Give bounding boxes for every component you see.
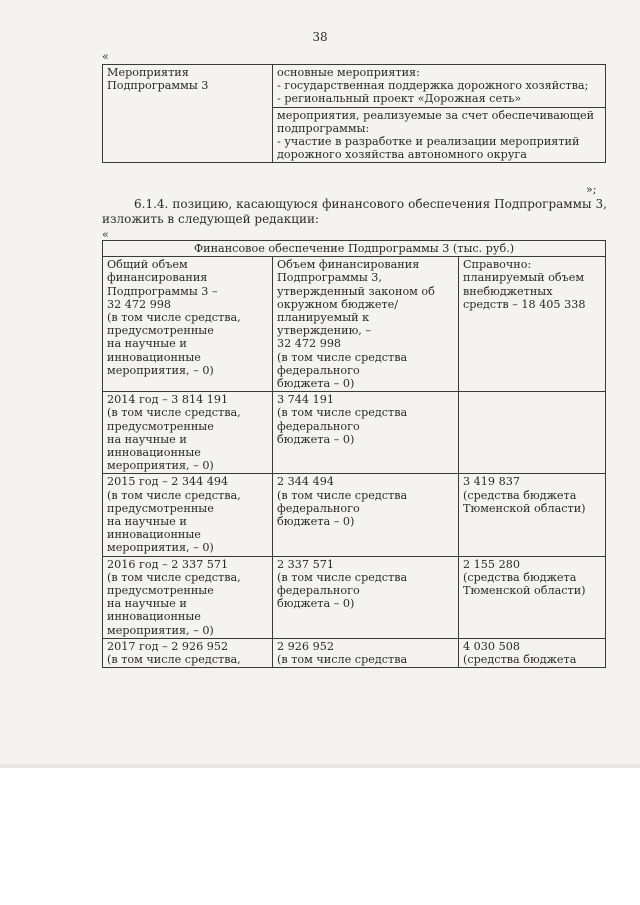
table-row (103, 638, 606, 667)
cell-reference: 2 155 280 (средства бюджета Тюменской области) (459, 556, 606, 638)
opening-quote-1: « (102, 50, 109, 63)
table-header-row (103, 257, 606, 392)
scan-edge (0, 764, 640, 768)
cell-reference: 4 030 508 (средства бюджета (459, 638, 606, 667)
cell-reference: 3 419 837 (средства бюджета Тюменской области) (459, 474, 606, 556)
cell-reference (459, 392, 606, 474)
cell-budget: 2 926 952 (в том числе средства (273, 638, 459, 667)
table-caption: Финансовое обеспечение Подпрограммы 3 (тыс. руб.) (103, 241, 606, 257)
body-paragraph: 6.1.4. позицию, касающуюся финансового обеспечения Подпрограммы 3, изложить в следующей редакции: (102, 197, 607, 226)
measures-table (102, 64, 606, 163)
cell-budget: 3 744 191 (в том числе средства федерального бюджета – 0) (273, 392, 459, 474)
cell-total: 2017 год – 2 926 952 (в том числе средства, (103, 638, 273, 667)
opening-quote-2: « (102, 228, 109, 241)
header-cell-total: Общий объем финансирования Подпрограммы 3 – 32 472 998 (в том числе средства, предусмотренные на научные и инновационные мероприятия, – 0) (103, 257, 273, 392)
table-caption-row (103, 241, 606, 257)
table-row (103, 65, 606, 108)
cell-budget: 2 344 494 (в том числе средства федерального бюджета – 0) (273, 474, 459, 556)
table-row (103, 392, 606, 474)
financing-table (102, 240, 606, 668)
cell-total: 2015 год – 2 344 494 (в том числе средства, предусмотренные на научные и инновационные мероприятия, – 0) (103, 474, 273, 556)
basic-measures-cell: основные мероприятия: - государственная поддержка дорожного хозяйства; - региональный проект «Дорожная сеть» (273, 65, 606, 108)
header-cell-budget: Объем финансирования Подпрограммы 3, утвержденный законом об окружном бюджете/ планируемый к утверждению, – 32 472 998 (в том числе средства федерального бюджета – 0) (273, 257, 459, 392)
closing-quote-1: »; (586, 183, 597, 196)
page-number: 38 (312, 30, 328, 44)
table-row (103, 474, 606, 556)
support-measures-cell: мероприятия, реализуемые за счет обеспечивающей подпрограммы: - участие в разработке и реализации мероприятий дорожного хозяйства автономного округа (273, 107, 606, 163)
cell-total: 2016 год – 2 337 571 (в том числе средства, предусмотренные на научные и инновационные мероприятия, – 0) (103, 556, 273, 638)
header-cell-reference: Справочно: планируемый объем внебюджетных средств – 18 405 338 (459, 257, 606, 392)
measures-label-cell: Мероприятия Подпрограммы 3 (103, 65, 273, 163)
cell-total: 2014 год – 3 814 191 (в том числе средства, предусмотренные на научные и инновационные мероприятия, – 0) (103, 392, 273, 474)
cell-budget: 2 337 571 (в том числе средства федерального бюджета – 0) (273, 556, 459, 638)
table-row (103, 556, 606, 638)
